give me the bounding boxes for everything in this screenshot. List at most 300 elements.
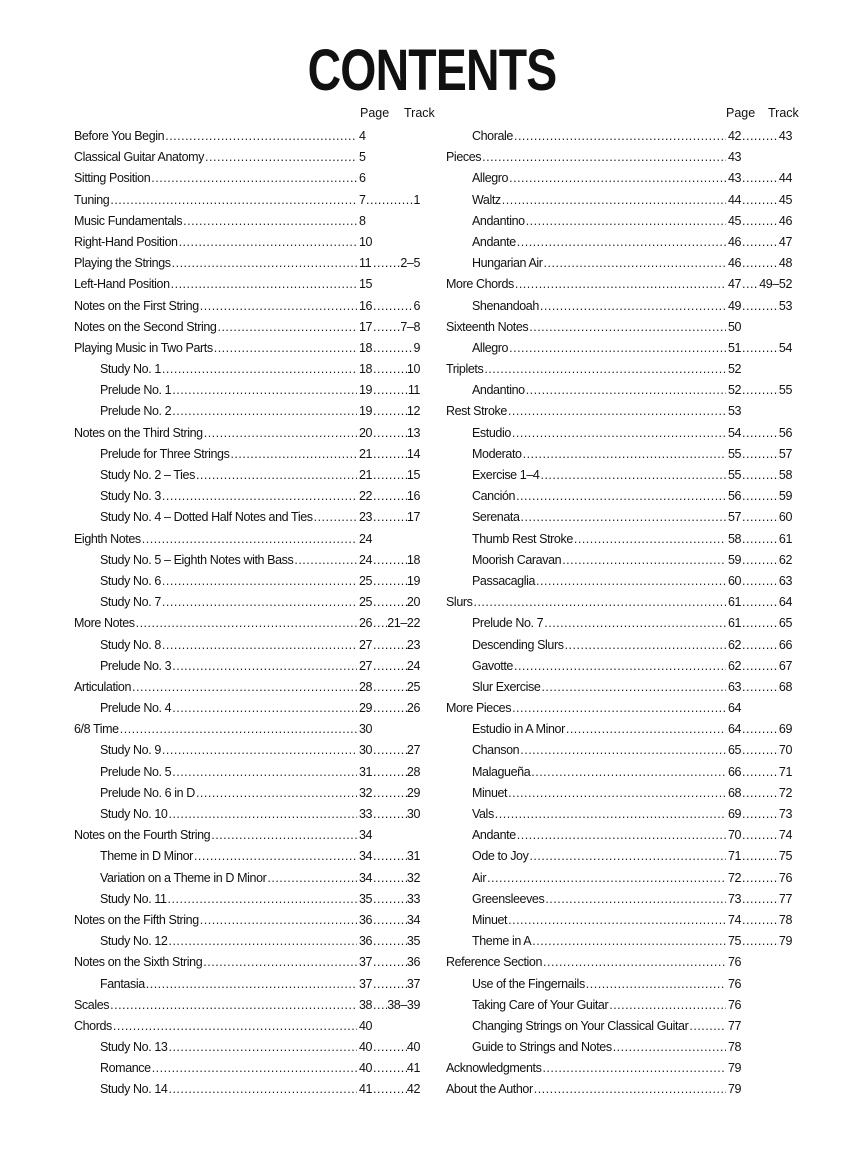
dot-leader (742, 253, 779, 274)
track-number: 6 (413, 298, 420, 313)
dot-leader (267, 868, 357, 889)
toc-entry-page: 36 (359, 934, 373, 949)
toc-entry-title: Classical Guitar Anatomy (74, 147, 205, 168)
dot-leader (152, 1058, 357, 1079)
dot-leader (373, 889, 407, 910)
toc-entry-page: 64 (728, 701, 742, 716)
toc-entry-track (742, 783, 792, 804)
track-number: 58 (778, 468, 792, 482)
toc-entry-title: Chords (74, 1016, 113, 1037)
dot-leader (742, 465, 779, 486)
toc-entry-track (742, 486, 792, 507)
toc-entry-track (373, 635, 420, 656)
dot-leader (373, 1058, 407, 1079)
toc-entry-page: 60 (728, 573, 742, 588)
toc-entry-title: Andante (472, 825, 517, 846)
dot-leader (214, 338, 357, 359)
toc-entry-track (742, 126, 792, 147)
toc-entry-title: Acknowledgments (446, 1058, 542, 1079)
dot-leader (565, 635, 726, 656)
track-number: 30 (406, 807, 420, 821)
toc-entry-track (373, 931, 420, 952)
toc-entry-page: 71 (728, 849, 742, 864)
dot-leader (742, 571, 779, 592)
toc-entry-page: 64 (728, 722, 742, 737)
dot-leader (523, 444, 726, 465)
dot-leader (566, 719, 726, 740)
toc-entry-title: Slurs (446, 592, 473, 613)
toc-entry-track (742, 804, 792, 825)
toc-entry-track (373, 253, 420, 274)
toc-entry-page: 24 (359, 531, 373, 546)
dot-leader (742, 211, 779, 232)
dot-leader (162, 571, 357, 592)
dot-leader (373, 338, 413, 359)
toc-entry-page: 30 (359, 722, 373, 737)
toc-entry-track (742, 274, 792, 295)
toc-entry-page: 28 (359, 679, 373, 694)
track-number: 62 (778, 552, 792, 567)
track-number: 45 (778, 192, 792, 207)
dot-leader (165, 126, 357, 147)
dot-leader (742, 635, 779, 656)
toc-entry-page: 37 (359, 955, 373, 970)
dot-leader (502, 190, 726, 211)
dot-leader (179, 232, 357, 253)
dot-leader (514, 126, 726, 147)
toc-entry-track (742, 592, 792, 613)
toc-entry-page: 69 (728, 807, 742, 821)
dot-leader (516, 486, 726, 507)
toc-entry-title: Shenandoah (472, 296, 540, 317)
dot-leader (742, 656, 779, 677)
dot-leader (373, 656, 407, 677)
dot-leader (113, 1016, 357, 1037)
toc-entry-title: Playing Music in Two Parts (74, 338, 214, 359)
toc-entry-track (742, 529, 792, 550)
toc-entry-page: 35 (359, 891, 373, 906)
dot-leader (742, 550, 779, 571)
dot-leader (120, 719, 357, 740)
track-number: 70 (778, 743, 792, 758)
toc-entry-track (373, 359, 420, 380)
toc-entry-page: 50 (728, 319, 742, 334)
toc-entry-page: 76 (728, 976, 742, 991)
toc-entry-track (373, 889, 420, 910)
dot-leader (172, 698, 357, 719)
track-number: 46 (778, 213, 792, 228)
toc-entry-page: 4 (359, 129, 366, 143)
toc-entry-title: Study No. 6 (100, 571, 162, 592)
toc-entry-title: Andantino (472, 211, 526, 232)
dot-leader (373, 868, 407, 889)
toc-entry-track (742, 677, 792, 698)
dot-leader (541, 677, 726, 698)
track-number: 24 (406, 658, 420, 673)
dot-leader (742, 740, 779, 761)
toc-entry-track (373, 868, 420, 889)
dot-leader (183, 211, 357, 232)
dot-leader (373, 762, 407, 783)
toc-entry-title: Articulation (74, 677, 132, 698)
toc-entry-page: 34 (359, 870, 373, 885)
toc-entry-page: 34 (359, 849, 373, 864)
toc-entry-title: Playing the Strings (74, 253, 172, 274)
dot-leader (172, 656, 357, 677)
dot-leader (742, 423, 779, 444)
toc-entry-title: Study No. 10 (100, 804, 168, 825)
dot-leader (742, 126, 779, 147)
dot-leader (544, 253, 726, 274)
dot-leader (526, 211, 726, 232)
track-number: 27 (406, 743, 420, 758)
toc-entry-title: Use of the Fingernails (472, 974, 586, 995)
track-number: 1 (413, 192, 420, 207)
dot-leader (509, 168, 726, 189)
dot-leader (373, 317, 400, 338)
toc-entry-page: 61 (728, 595, 742, 610)
toc-entry-title: Triplets (446, 359, 484, 380)
toc-entry-page: 74 (728, 912, 742, 927)
toc-entry-page: 75 (728, 934, 742, 949)
toc-entry-page: 51 (728, 340, 742, 355)
dot-leader (473, 592, 726, 613)
toc-entry-title: Notes on the First String (74, 296, 200, 317)
toc-entry-title: Prelude No. 2 (100, 401, 172, 422)
track-number: 11 (407, 383, 420, 398)
track-number: 21–22 (387, 616, 420, 631)
dot-leader (742, 868, 779, 889)
track-number: 61 (778, 531, 792, 546)
toc-entry-page: 43 (728, 150, 742, 165)
toc-entry-track (742, 613, 792, 634)
track-number: 7–8 (400, 319, 420, 334)
toc-entry-page: 55 (728, 468, 742, 482)
toc-entry-page: 62 (728, 658, 742, 673)
toc-entry-title: Gavotte (472, 656, 514, 677)
toc-entry-page: 27 (359, 658, 373, 673)
toc-entry-title: Taking Care of Your Guitar (472, 995, 609, 1016)
toc-entry-track (373, 465, 420, 486)
toc-entry-title: Study No. 1 (100, 359, 162, 380)
dot-leader (196, 465, 357, 486)
toc-entry-page: 73 (728, 891, 742, 906)
toc-entry-track (373, 317, 420, 338)
toc-entry-title: Notes on the Third String (74, 423, 204, 444)
dot-leader (172, 401, 357, 422)
toc-entry-title: Notes on the Fourth String (74, 825, 211, 846)
dot-leader (742, 677, 779, 698)
dot-leader (168, 889, 357, 910)
dot-leader (742, 719, 779, 740)
toc-entry-page: 76 (728, 955, 742, 970)
toc-entry-track (373, 550, 420, 571)
toc-entry-track (742, 211, 792, 232)
toc-entry-track (373, 804, 420, 825)
track-number: 13 (406, 425, 420, 440)
toc-entry-page: 40 (359, 1061, 373, 1076)
toc-entry-track (373, 592, 420, 613)
page-column-header: Page (360, 106, 390, 120)
dot-leader (540, 296, 726, 317)
toc-entry-page: 65 (728, 743, 742, 758)
track-number: 12 (406, 404, 420, 419)
toc-entry-page: 54 (728, 425, 742, 440)
toc-entry-page: 40 (359, 1018, 373, 1033)
dot-leader (515, 274, 726, 295)
dot-leader (366, 190, 413, 211)
toc-entry-page: 6 (359, 171, 366, 186)
track-number: 15 (406, 468, 420, 482)
dot-leader (544, 613, 726, 634)
dot-leader (204, 423, 357, 444)
track-number: 73 (778, 807, 792, 821)
toc-entry-title: Passacaglia (472, 571, 536, 592)
track-number: 56 (778, 425, 792, 440)
toc-entry-page: 52 (728, 362, 742, 377)
track-number: 9 (413, 340, 420, 355)
toc-entry-page: 79 (728, 1061, 742, 1076)
dot-leader (574, 529, 726, 550)
dot-leader (532, 931, 726, 952)
toc-entry-track (742, 846, 792, 867)
track-number: 42 (406, 1082, 420, 1097)
track-number: 53 (778, 298, 792, 313)
dot-leader (540, 465, 726, 486)
toc-entry-title: Notes on the Sixth String (74, 952, 203, 973)
toc-entry-title: Study No. 8 (100, 635, 162, 656)
dot-leader (373, 465, 407, 486)
toc-entry-page: 46 (728, 234, 742, 249)
track-number: 49–52 (759, 277, 792, 292)
toc-entry-title: Allegro (472, 168, 509, 189)
toc-entry-title: Air (472, 868, 487, 889)
toc-entry-track (373, 1037, 420, 1058)
toc-entry-title: Notes on the Second String (74, 317, 217, 338)
toc-entry-page: 34 (359, 828, 373, 843)
toc-entry-page: 78 (728, 1040, 742, 1055)
track-number: 64 (778, 595, 792, 610)
track-number: 41 (406, 1061, 420, 1076)
dot-leader (373, 444, 407, 465)
track-number: 10 (406, 362, 420, 377)
toc-entry-page: 55 (728, 446, 742, 461)
dot-leader (487, 868, 726, 889)
dot-leader (517, 232, 726, 253)
track-number: 37 (406, 976, 420, 991)
toc-entry-title: Moorish Caravan (472, 550, 562, 571)
toc-entry-track (742, 889, 792, 910)
toc-entry-page: 49 (728, 298, 742, 313)
toc-entry-track (742, 868, 792, 889)
toc-entry-page: 44 (728, 192, 742, 207)
track-number: 77 (778, 891, 792, 906)
dot-leader (373, 359, 407, 380)
toc-entry-title: About the Author (446, 1079, 534, 1100)
toc-entry-title: Prelude No. 3 (100, 656, 172, 677)
toc-entry-page: 53 (728, 404, 742, 419)
toc-entry-page: 66 (728, 764, 742, 779)
page-column-header: Page (726, 106, 756, 120)
dot-leader (373, 571, 407, 592)
toc-entry-track (373, 995, 420, 1016)
toc-entry-page: 20 (359, 425, 373, 440)
toc-entry-page: 21 (359, 468, 373, 482)
toc-entry-track (742, 762, 792, 783)
toc-entry-title: Study No. 7 (100, 592, 162, 613)
toc-entry-track (373, 401, 420, 422)
dot-leader (200, 910, 357, 931)
dot-leader (373, 846, 407, 867)
dot-leader (742, 783, 779, 804)
dot-leader (373, 677, 407, 698)
toc-entry-page: 18 (359, 340, 373, 355)
toc-entry-page: 70 (728, 828, 742, 843)
toc-entry-title: Prelude No. 6 in D (100, 783, 196, 804)
toc-entry-track (373, 507, 420, 528)
toc-entry-page: 61 (728, 616, 742, 631)
toc-entry-title: Rest Stroke (446, 401, 508, 422)
dot-leader (742, 804, 779, 825)
toc-entry-title: Thumb Rest Stroke (472, 529, 574, 550)
toc-entry-title: Changing Strings on Your Classical Guitar (472, 1016, 689, 1037)
toc-entry-track (742, 253, 792, 274)
track-column-header: Track (768, 106, 799, 120)
toc-entry-title: Study No. 4 – Dotted Half Notes and Ties (100, 507, 314, 528)
track-number: 23 (406, 637, 420, 652)
toc-entry-track (742, 380, 792, 401)
track-number: 33 (406, 891, 420, 906)
dot-leader (545, 889, 726, 910)
toc-entry-track (366, 190, 420, 211)
dot-leader (373, 507, 407, 528)
dot-leader (168, 1037, 357, 1058)
toc-entry-page: 41 (359, 1082, 373, 1097)
track-number: 66 (778, 637, 792, 652)
dot-leader (742, 507, 779, 528)
toc-entry-title: Romance (100, 1058, 152, 1079)
track-number: 68 (778, 679, 792, 694)
toc-entry-track (373, 571, 420, 592)
dot-leader (373, 635, 407, 656)
track-number: 47 (778, 234, 792, 249)
toc-entry-title: Prelude No. 5 (100, 762, 172, 783)
toc-entry-page: 31 (359, 764, 373, 779)
toc-entry-title: Hungarian Air (472, 253, 544, 274)
dot-leader (742, 190, 779, 211)
toc-entry-track (373, 444, 420, 465)
track-number: 34 (406, 912, 420, 927)
dot-leader (536, 571, 726, 592)
track-number: 57 (778, 446, 792, 461)
toc-entry-title: Study No. 2 – Ties (100, 465, 196, 486)
page-title: CONTENTS (307, 38, 557, 103)
toc-entry-title: Guide to Strings and Notes (472, 1037, 613, 1058)
dot-leader (531, 762, 726, 783)
dot-leader (151, 168, 357, 189)
track-number: 63 (778, 573, 792, 588)
toc-entry-title: Minuet (472, 783, 508, 804)
toc-entry-title: Serenata (472, 507, 521, 528)
toc-entry-title: Study No. 9 (100, 740, 162, 761)
toc-entry-track (742, 232, 792, 253)
dot-leader (373, 740, 407, 761)
track-number: 71 (778, 764, 792, 779)
toc-entry-page: 79 (728, 1082, 742, 1097)
track-number: 31 (406, 849, 420, 864)
toc-entry-page: 29 (359, 701, 373, 716)
toc-entry-page: 47 (728, 277, 742, 292)
track-number: 36 (406, 955, 420, 970)
toc-entry-track (373, 783, 420, 804)
toc-entry-page: 58 (728, 531, 742, 546)
track-number: 20 (406, 595, 420, 610)
toc-entry-track (373, 974, 420, 995)
toc-entry-title: Greensleeves (472, 889, 545, 910)
dot-leader (373, 698, 407, 719)
toc-entry-track (373, 846, 420, 867)
dot-leader (529, 846, 726, 867)
toc-entry-track (373, 656, 420, 677)
toc-entry-track (373, 423, 420, 444)
dot-leader (742, 889, 779, 910)
track-number: 72 (778, 785, 792, 800)
dot-leader (162, 635, 357, 656)
track-number: 44 (778, 171, 792, 186)
toc-entry-page: 45 (728, 213, 742, 228)
toc-entry-title: Ode to Joy (472, 846, 529, 867)
track-number: 18 (406, 552, 420, 567)
dot-leader (509, 338, 726, 359)
toc-entry-title: Chanson (472, 740, 520, 761)
dot-leader (203, 952, 357, 973)
track-number: 28 (406, 764, 420, 779)
toc-entry-title: Study No. 14 (100, 1079, 168, 1100)
toc-entry-track (373, 762, 420, 783)
toc-entry-track (742, 296, 792, 317)
toc-entry-title: Moderato (472, 444, 523, 465)
dot-leader (373, 995, 387, 1016)
toc-entry-title: 6/8 Time (74, 719, 120, 740)
dot-leader (609, 995, 726, 1016)
dot-leader (172, 762, 357, 783)
toc-entry-page: 43 (728, 171, 742, 186)
dot-leader (132, 677, 357, 698)
toc-entry-page: 46 (728, 256, 742, 271)
toc-entry-track (373, 740, 420, 761)
dot-leader (742, 910, 779, 931)
toc-entry-track (373, 1079, 420, 1100)
dot-leader (542, 1058, 726, 1079)
toc-entry-title: Fantasia (100, 974, 146, 995)
toc-entry-page: 33 (359, 807, 373, 821)
toc-entry-title: Before You Begin (74, 126, 165, 147)
toc-entry-track (373, 910, 420, 931)
toc-entry-page: 26 (359, 616, 373, 631)
dot-leader (613, 1037, 726, 1058)
track-number: 40 (406, 1040, 420, 1055)
toc-entry-page: 23 (359, 510, 373, 525)
dot-leader (217, 317, 357, 338)
toc-entry-title: Study No. 13 (100, 1037, 168, 1058)
dot-leader (294, 550, 357, 571)
dot-leader (168, 931, 357, 952)
toc-entry-page: 57 (728, 510, 742, 525)
toc-entry-title: Study No. 5 – Eighth Notes with Bass (100, 550, 294, 571)
toc-entry-page: 22 (359, 489, 373, 504)
dot-leader (742, 168, 779, 189)
toc-entry-track (742, 910, 792, 931)
